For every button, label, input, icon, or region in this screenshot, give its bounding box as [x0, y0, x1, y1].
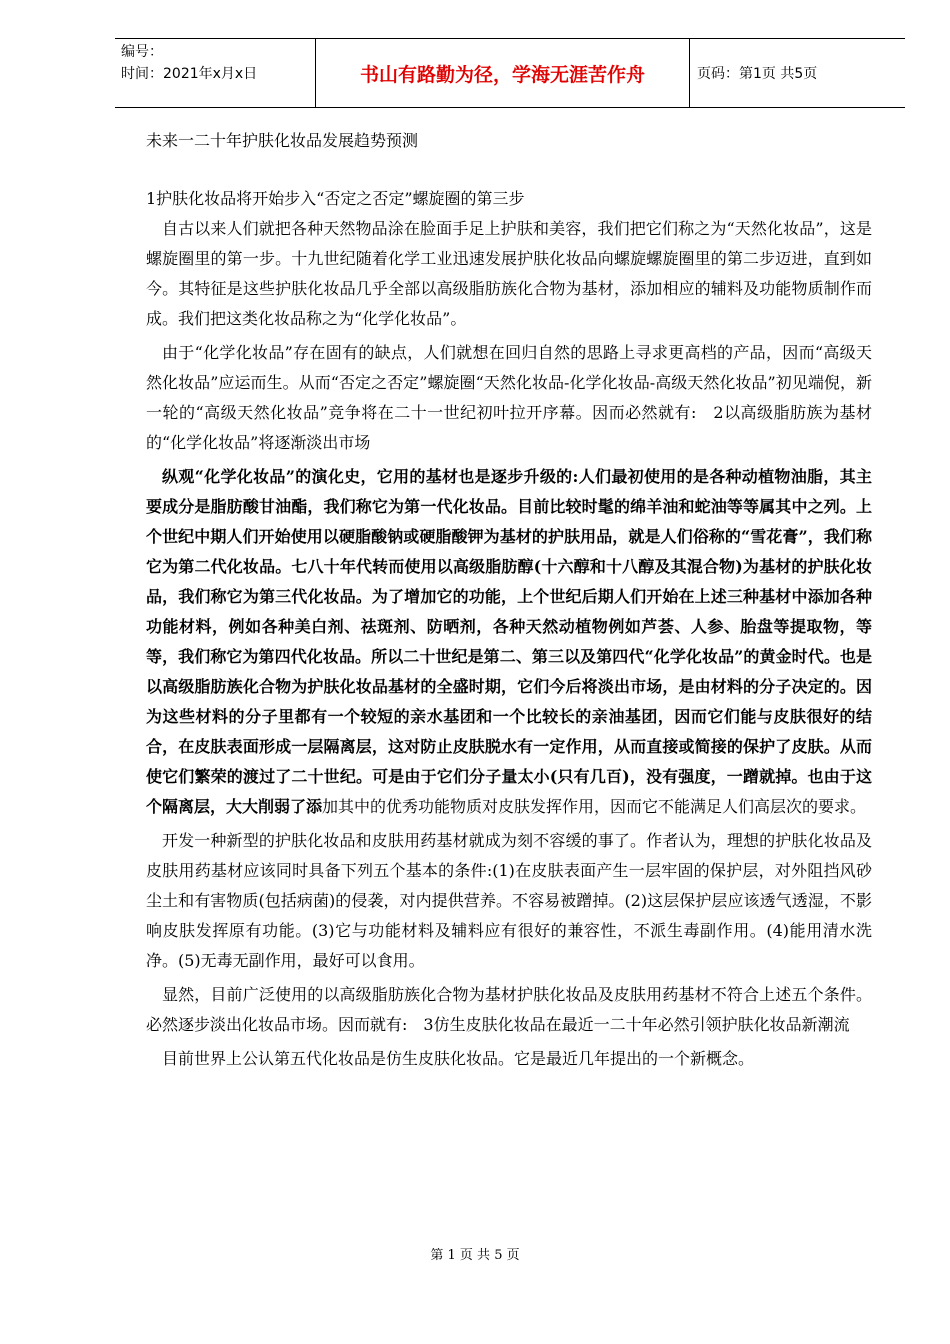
- header-page-info: 页码：第1页 共5页: [697, 66, 818, 82]
- section-heading-1: 1护肤化妆品将开始步入“否定之否定”螺旋圈的第三步: [146, 189, 525, 208]
- header-motto: 书山有路勤为径，学海无涯苦作舟: [315, 39, 690, 107]
- header-meta: [121, 41, 311, 107]
- paragraph-3-rest: 加其中的优秀功能物质对皮肤发挥作用，因而它不能满足人们高层次的要求。: [322, 797, 867, 816]
- document-title: 未来一二十年护肤化妆品发展趋势预测: [146, 131, 419, 150]
- page-header: [115, 38, 905, 108]
- page-footer: 第 1 页 共 5 页: [430, 1248, 520, 1263]
- time-label: 时间：2021年x月x日: [121, 66, 258, 82]
- paragraph-3-bold: 纵观“化学化妆品”的演化史，它用的基材也是逐步升级的:人们最初使用的是各种动植物油脂，其主要成分是脂肪酸甘油酯，我们称它为第一代化妆品。目前比较时髦的绵羊油和蛇油等等属其中之列。上个世纪中期人们开始使用以硬脂酸钠或硬脂酸钾为基材的护肤用品，就是人们俗称的“雪花膏”，我们称它为第二代化妆品。七八十年代转而使用以高级脂肪醇(十六醇和十八醇及其混合物)为基材的护肤化妆品，我们称它为第三代化妆品。为了增加它的功能，上个世纪后期人们开始在上述三种基材中添加各种功能材料，例如各种美白剂、祛斑剂、防晒剂，各种天然动植物例如芦荟、人参、胎盘等提取物，等等，我们称它为第四代化妆品。所以二十世纪是第二、第三以及第四代“化学化妆品”的黄金时代。也是以高级脂肪族化合物为护肤化妆品基材的全盛时期，它们今后将淡出市场，是由材料的分子决定的。因为这些材料的分子里都有一个较短的亲水基团和一个比较长的亲油基团，因而它们能与皮肤很好的结合，在皮肤表面形成一层隔离层，这对防止皮肤脱水有一定作用，从而直接或简接的保护了皮肤。从而使它们繁荣的渡过了二十世纪。可是由于它们分子量太小(只有几百)，没有强度，一蹭就掉。也由于这个隔离层，大大削弱了添: [146, 467, 872, 816]
- paragraph-3: [146, 462, 872, 822]
- serial-number-label: 编号：: [121, 44, 163, 60]
- paragraph-2: 由于“化学化妆品”存在固有的缺点，人们就想在回归自然的思路上寻求更高档的产品，因而“高级天然化妆品”应运而生。从而“否定之否定”螺旋圈“天然化妆品-化学化妆品-高级天然化妆品”初见端倪，新一轮的“高级天然化妆品”竞争将在二十一世纪初叶拉开序幕。因而必然就有: 2以高级脂肪族为基材的“化学化妆品”将逐渐淡出市场: [146, 343, 872, 452]
- paragraph-1: 自古以来人们就把各种天然物品涂在脸面手足上护肤和美容，我们把它们称之为“天然化妆品”，这是螺旋圈里的第一步。十九世纪随着化学工业迅速发展护肤化妆品向螺旋螺旋圈里的第二步迈进，直到如今。其特征是这些护肤化妆品几乎全部以高级脂肪族化合物为基材，添加相应的辅料及功能物质制作而成。我们把这类化妆品称之为“化学化妆品”。: [146, 219, 872, 328]
- paragraph-6: 目前世界上公认第五代化妆品是仿生皮肤化妆品。它是最近几年提出的一个新概念。: [162, 1049, 755, 1068]
- spacer: [146, 156, 872, 184]
- document-body: [146, 126, 872, 1074]
- paragraph-5: 显然，目前广泛使用的以高级脂肪族化合物为基材护肤化妆品及皮肤用药基材不符合上述五个条件。必然逐步淡出化妆品市场。因而就有: 3仿生皮肤化妆品在最近一二十年必然引领护肤化妆品新潮流: [146, 985, 872, 1034]
- paragraph-4: 开发一种新型的护肤化妆品和皮肤用药基材就成为刻不容缓的事了。作者认为，理想的护肤化妆品及皮肤用药基材应该同时具备下列五个基本的条件:(1)在皮肤表面产生一层牢固的保护层，对外阻挡风砂尘土和有害物质(包括病菌)的侵袭，对内提供营养。不容易被蹭掉。(2)这层保护层应该透气透湿，不影响皮肤发挥原有功能。(3)它与功能材料及辅料应有很好的兼容性，不派生毒副作用。(4)能用清水洗净。(5)无毒无副作用，最好可以食用。: [146, 831, 872, 970]
